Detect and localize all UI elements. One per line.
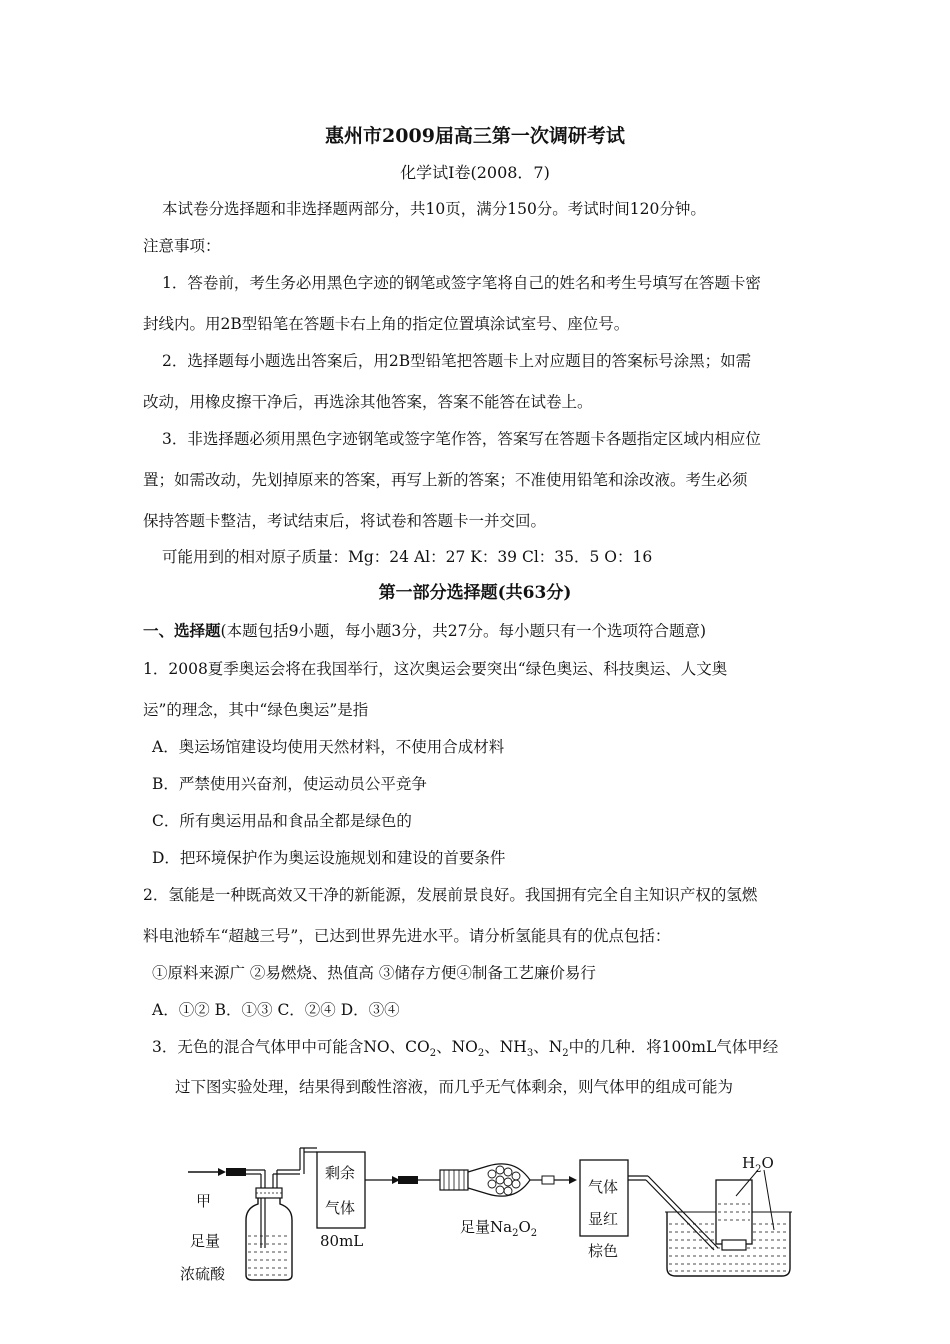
- label-h2o: $H_2O$: [742, 1154, 774, 1175]
- box2-line-1: 气体: [588, 1178, 619, 1196]
- q3-stem-line-2: 过下图实验处理，结果得到酸性溶液，而几乎无气体剩余，则气体甲的组成可能为: [175, 1078, 734, 1096]
- q1-stem-line-1: 1．2008夏季奥运会将在我国举行，这次奥运会要突出“绿色奥运、科技奥运、人文奥: [143, 660, 728, 678]
- q3-stem-line-1: 3．无色的混合气体甲中可能含NO、$CO_2$、$NO_2$、$NH_3$、$N_2$中的几种．将100mL气体甲经: [152, 1038, 779, 1060]
- part1-title: 第一部分选择题(共63分): [378, 583, 572, 603]
- box1-line-2: 气体: [325, 1199, 356, 1217]
- page-title: 惠州市2009届高三第一次调研考试: [325, 125, 625, 147]
- intro-text: 本试卷分选择题和非选择题两部分，共10页，满分150分。考试时间120分钟。: [162, 200, 706, 218]
- note-2-line-1: 2．选择题每小题选出答案后，用2B型铅笔把答题卡上对应题目的答案标号涂黑；如需: [162, 352, 752, 370]
- section-label: 一、选择题: [143, 621, 221, 640]
- box1-line-1: 剩余: [325, 1164, 356, 1182]
- apparatus-drawing: [170, 1140, 810, 1290]
- note-1-line-1: 1．答卷前，考生务必用黑色字迹的钢笔或签字笔将自己的姓名和考生号填写在答题卡密: [162, 274, 761, 292]
- q1-option-d: D．把环境保护作为奥运设施规划和建设的首要条件: [152, 849, 506, 867]
- box2-line-2: 显红: [588, 1210, 619, 1228]
- q1-option-b: B．严禁使用兴奋剂，使运动员公平竞争: [152, 775, 427, 793]
- q1-option-c: C．所有奥运用品和食品全都是绿色的: [152, 812, 412, 830]
- note-2-line-2: 改动，用橡皮擦干净后，再选涂其他答案，答案不能答在试卷上。: [143, 393, 593, 411]
- q2-stem-line-1: 2．氢能是一种既高效又干净的新能源，发展前景良好。我国拥有完全自主知识产权的氢燃: [143, 886, 758, 904]
- label-zuliang: 足量: [190, 1232, 221, 1250]
- q2-options: A．①② B．①③ C．②④ D．③④: [152, 1001, 400, 1019]
- note-3-line-2: 置；如需改动，先划掉原来的答案，再写上新的答案；不准使用铅笔和涂改液。考生必须: [143, 471, 748, 489]
- note-3-line-1: 3．非选择题必须用黑色字迹钢笔或签字笔作答，答案写在答题卡各题指定区域内相应位: [162, 430, 761, 448]
- q1-stem-line-2: 运”的理念，其中“绿色奥运”是指: [143, 701, 369, 719]
- label-80ml: 80mL: [320, 1232, 364, 1250]
- q2-stem-line-2: 料电池轿车“超越三号”，已达到世界先进水平。请分析氢能具有的优点包括：: [143, 927, 671, 945]
- q1-option-a: A．奥运场馆建设均使用天然材料，不使用合成材料: [152, 738, 505, 756]
- note-1-line-2: 封线内。用2B型铅笔在答题卡右上角的指定位置填涂试室号、座位号。: [143, 315, 630, 333]
- label-jia: 甲: [196, 1192, 212, 1210]
- section-heading: [143, 622, 706, 641]
- note-3-line-3: 保持答题卡整洁，考试结束后，将试卷和答题卡一并交回。: [143, 512, 547, 530]
- q2-items: ①原料来源广 ②易燃烧、热值高 ③储存方便④制备工艺廉价易行: [152, 964, 596, 982]
- page-subtitle: 化学试Ⅰ卷(2008．7): [400, 163, 550, 182]
- notes-label: 注意事项：: [143, 237, 221, 255]
- label-zongse: 棕色: [588, 1242, 619, 1260]
- label-na2o2: 足量$Na_2O_2$: [460, 1218, 538, 1239]
- atomic-masses: 可能用到的相对原子质量：Mg：24 Al：27 K：39 Cl：35．5 O：16: [162, 548, 653, 566]
- label-nongliusuan: 浓硫酸: [180, 1265, 226, 1283]
- section-description: (本题包括9小题，每小题3分，共27分。每小题只有一个选项符合题意): [220, 622, 707, 640]
